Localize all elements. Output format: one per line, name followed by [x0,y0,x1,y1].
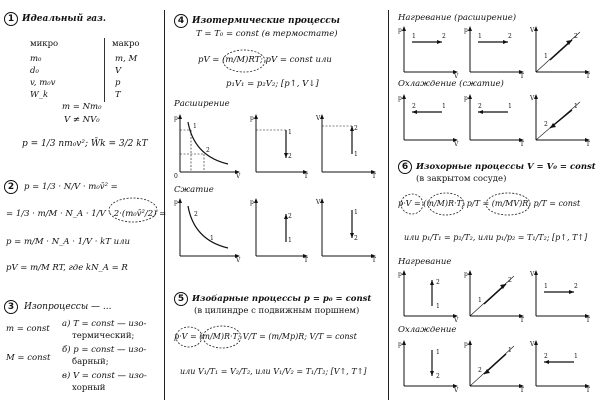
axis-label-v: V [454,73,459,80]
point-1: 1 [508,103,512,110]
axis-label-v: V [454,387,459,394]
axis-label-p: p [250,199,254,206]
isoprocess-b: б) p = const — изо- [62,345,147,355]
cooling-compression-label: Охлаждение (сжатие) [398,79,504,89]
isotherm-expansion-pv-graph [174,112,242,178]
isochoric-heating-pt-graph [464,268,526,322]
macro-item: p [115,78,121,88]
isochoric-cooling-pv-graph [398,338,460,392]
section-2-line-4: pV = m/M RT, где kN_A = R [6,263,128,273]
axis-label-t: T [586,141,591,148]
point-1: 1 [478,297,482,304]
section-5-title: Изобарные процессы p = p₀ = const [192,294,372,304]
axis-label-v: V [530,95,535,102]
heating-expansion-label: Нагревание (расширение) [398,13,517,23]
point-2: 2 [574,33,578,40]
isobar-formula-highlight [174,324,274,350]
micro-item: m₀ [30,54,42,64]
isotherm-expansion-pt-graph [250,112,310,178]
section-5-number: 5 [174,292,188,306]
section-6-title: Изохорные процессы V = V₀ = const [416,162,596,172]
point-2: 2 [544,121,548,128]
point-2: 2 [508,277,512,284]
point-2: 2 [574,283,578,290]
molar-mass-const: M = const [6,353,51,363]
point-2: 2 [354,125,358,132]
point-2: 2 [544,353,548,360]
axis-label-p: p [174,199,178,206]
cooling-vt-graph [530,92,594,146]
axis-label-t: T [586,387,591,394]
macro-item: m, M [115,54,138,64]
isochoric-cooling-pt-graph [464,338,526,392]
isochoric-heating-vt-graph [530,268,594,322]
isoprocess-c-cont: хорный [72,383,106,393]
point-2: 2 [478,103,482,110]
axis-label-p: p [398,271,402,278]
axis-label-v: V [530,341,535,348]
compression-label: Сжатие [174,185,214,195]
point-2: 2 [478,367,482,374]
axis-label-p: p [464,341,468,348]
micro-macro-divider [104,38,105,102]
section-3-number: 3 [4,300,18,314]
formula-volume: V ≠ NV₀ [64,115,100,125]
section-6-formula: p·V = (m/M)R·T; p/T = (m/MV)R; p/T = const [398,199,581,208]
axis-label-p: p [250,115,254,122]
axis-label-v: V [316,199,321,206]
isochore-formula-highlight [398,190,558,218]
point-2: 2 [288,213,292,220]
point-1: 1 [412,33,416,40]
section-1-number: 1 [4,12,18,26]
point-1: 1 [210,235,214,242]
isotherm-expansion-vt-graph [316,112,380,178]
macro-item: T [115,90,121,100]
axis-label-t: T [520,73,525,80]
isoprocess-c: в) V = const — изо- [62,371,147,381]
point-2: 2 [508,33,512,40]
point-1: 1 [354,209,358,216]
point-1: 1 [544,283,548,290]
section-6-number: 6 [398,160,412,174]
isotherm-formula-highlight [222,48,268,74]
axis-label-p: p [398,341,402,348]
axis-label-v: V [530,271,535,278]
micro-item: d₀ [30,66,39,76]
axis-label-p: p [174,115,178,122]
section-2-line-2: = 1/3 · m/M · N_A · 1/V · 2·(m₀v̄²/2) = [6,209,167,219]
section-5-subtitle: (в цилиндре с подвижным поршнем) [194,306,360,316]
axis-label-t: T [586,317,591,324]
axis-label-p: p [464,27,468,34]
axis-label-t: T [520,387,525,394]
axis-label-p: p [464,271,468,278]
isoprocess-b-cont: барный; [72,357,109,367]
micro-item: W_k [30,90,49,100]
section-4-formula-2: p₁V₁ = p₂V₂; [p↑, V↓] [226,79,319,89]
axis-label-t: T [304,173,309,180]
axis-label-t: T [520,141,525,148]
isotherm-compression-pt-graph [250,196,310,262]
point-1: 1 [574,103,578,110]
macro-item: V [115,66,122,76]
isotherm-compression-vt-graph [316,196,380,262]
point-1: 1 [478,33,482,40]
axis-label-v: V [454,141,459,148]
point-1: 1 [508,347,512,354]
isoprocess-a: а) T = const — изо- [62,319,147,329]
point-1: 1 [436,349,440,356]
macro-label: макро [112,39,140,49]
point-2: 2 [442,33,446,40]
section-1-title: Идеальный газ. [22,14,107,24]
point-1: 1 [544,53,548,60]
heating-pv-graph [398,24,460,78]
section-5-formula-2: или V₁/T₁ = V₂/T₂, или V₁/V₂ = T₁/T₂; [V↑, T↑] [180,367,367,376]
section-2-line-1: p = 1/3 · N/V · m₀v̄² = [24,182,118,192]
point-1: 1 [288,129,292,136]
section-6-subtitle: (в закрытом сосуде) [416,174,507,184]
isochoric-heating-pv-graph [398,268,460,322]
expansion-label: Расширение [174,99,230,109]
section-4-condition: T = T₀ = const (в термостате) [196,29,338,39]
axis-origin: 0 [174,173,178,180]
mass-const: m = const [6,324,50,334]
isoprocess-a-cont: термический; [72,331,135,341]
cooling-label: Охлаждение [398,325,457,335]
axis-label-v: V [530,27,535,34]
point-1: 1 [574,353,578,360]
point-1: 1 [288,237,292,244]
axis-label-v: V [236,173,241,180]
kinetic-energy-highlight [108,196,160,224]
divider-right [388,10,389,400]
heating-label: Нагревание [398,257,452,267]
axis-label-t: T [586,73,591,80]
section-4-title: Изотермические процессы [192,16,340,26]
axis-label-v: V [316,115,321,122]
point-2: 2 [288,153,292,160]
section-4-formula: pV = (m/M)RT; pV = const или [198,55,332,65]
axis-label-p: p [464,95,468,102]
axis-label-v: V [236,257,241,264]
heating-vt-graph [530,24,594,78]
heating-pt-graph [464,24,526,78]
micro-label: микро [30,39,59,49]
micro-item: v, m₀v [30,78,56,88]
point-2: 2 [194,211,198,218]
section-2-number: 2 [4,180,18,194]
axis-label-v: V [454,317,459,324]
point-2: 2 [412,103,416,110]
point-1: 1 [193,123,197,130]
point-2: 2 [354,235,358,242]
axis-label-t: T [304,257,309,264]
point-2: 2 [436,373,440,380]
isochoric-cooling-vt-graph [530,338,594,392]
point-2: 2 [436,279,440,286]
point-1: 1 [442,103,446,110]
formula-pressure: p = 1/3 nm₀v²; W̄k = 3/2 kT [22,139,148,149]
section-4-number: 4 [174,14,188,28]
section-6-formula-2: или p₁/T₁ = p₂/T₂, или p₁/p₂ = T₁/T₂; [p↑, T↑] [404,233,588,242]
point-2: 2 [206,147,210,154]
axis-label-p: p [398,27,402,34]
point-1: 1 [436,303,440,310]
cooling-pv-graph [398,92,460,146]
point-1: 1 [354,151,358,158]
section-5-formula: p·V = (m/M)R·T; V/T = (m/Mp)R; V/T = const [174,332,357,341]
cooling-pt-graph [464,92,526,146]
section-2-line-3: p = m/M · N_A · 1/V · kT или [6,237,131,247]
divider-left [164,10,165,400]
axis-label-p: p [398,95,402,102]
isotherm-compression-pv-graph [174,196,242,262]
section-3-title: Изопроцессы — ... [24,302,112,312]
formula-mass: m = Nm₀ [62,102,102,112]
axis-label-t: T [372,257,377,264]
axis-label-t: T [520,317,525,324]
axis-label-t: T [372,173,377,180]
